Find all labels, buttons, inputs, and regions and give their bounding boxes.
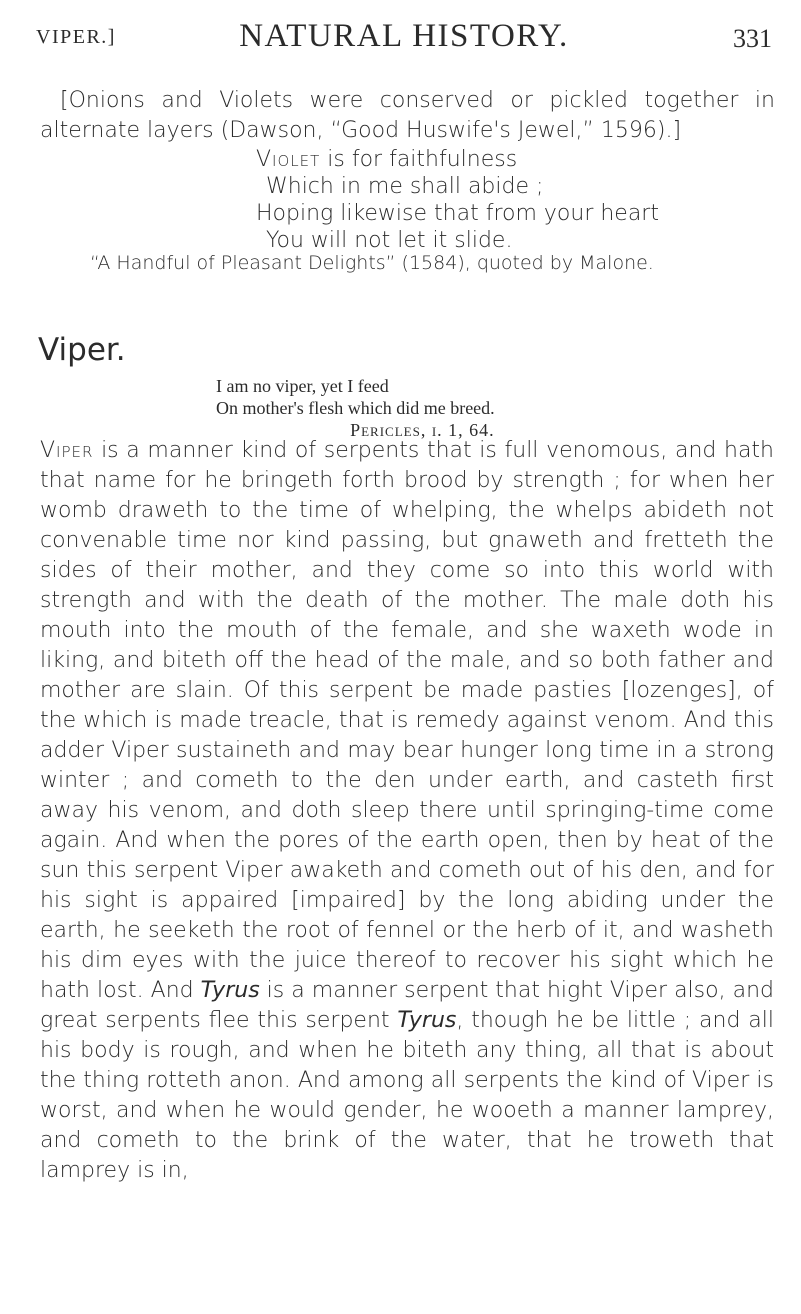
verse <box>256 146 659 254</box>
verse-line-1-rest: is for faithfulness <box>320 147 518 172</box>
running-head <box>36 18 772 60</box>
epigraph-attribution: Pericles, i. 1, 64. <box>350 420 495 440</box>
intro-note: [Onions and Violets were conserved or pickled together in alternate layers (Dawson, “Good Huswife's Jewel,” 1596).] <box>40 88 775 143</box>
verse-line-2: Which in me shall abide ; <box>266 174 544 199</box>
verse-source: “A Handful of Pleasant Delights” (1584), quoted by Malone. <box>90 252 654 274</box>
body-tyrus-1: Tyrus <box>200 978 260 1003</box>
epigraph-line-2: On mother's flesh which did me breed. <box>216 398 495 418</box>
body-paragraph <box>40 436 774 1186</box>
verse-line-4: You will not let it slide. <box>266 228 513 253</box>
epigraph <box>216 375 495 441</box>
running-head-title: NATURAL HISTORY. <box>239 18 569 54</box>
body-text-part-2: is a manner serpent that hight Viper also, and great serpents flee this serpent <box>40 978 774 1033</box>
running-head-section: VIPER.] <box>36 26 116 48</box>
body-text-part-1: is a manner kind of serpents that is full venomous, and hath that name for he bringeth forth brood by strength ; for when her womb draweth to the time of whelping, the whelps abideth not convenable time nor kind passing, but gnaweth and fretteth the sides of their mother, and they come so into this world with strength and with the death of the mother. The male doth his mouth into the mouth of the female, and she waxeth wode in liking, and biteth off the head of the male, and so both father and mother are slain. Of this serpent be made pasties [lozenges], of the which is made treacle, that is remedy against venom. And this adder Viper sustaineth and may bear hunger long time in a strong winter ; and cometh to the den under earth, and casteth first away his venom, and doth sleep there until springing-time come again. And when the pores of the earth open, then by heat of the sun this serpent Viper awaketh and cometh out of his den, and for his sight is appaired [impaired] by the long abiding under the earth, he seeketh the root of fennel or the herb of it, and washeth his dim eyes with the juice thereof to recover his sight which he hath lost. And <box>40 438 774 1003</box>
body-tyrus-2: Tyrus <box>397 1008 457 1033</box>
verse-line-3: Hoping likewise that from your heart <box>256 201 659 226</box>
verse-line-1 <box>256 146 659 173</box>
body-lead-word: Viper <box>40 438 94 463</box>
section-heading: Viper. <box>38 332 126 368</box>
body-text-part-3: , though he be little ; and all his body is rough, and when he biteth any thing, all that is about the thing rotteth anon. And among all serpents the kind of Viper is worst, and when he would gender, he wooeth a manner lamprey, and cometh to the brink of the water, that he troweth that lamprey is in, <box>40 1008 774 1183</box>
page-number: 331 <box>733 24 772 53</box>
epigraph-line-1: I am no viper, yet I feed <box>216 376 389 396</box>
verse-lead-word: Violet <box>256 147 321 172</box>
